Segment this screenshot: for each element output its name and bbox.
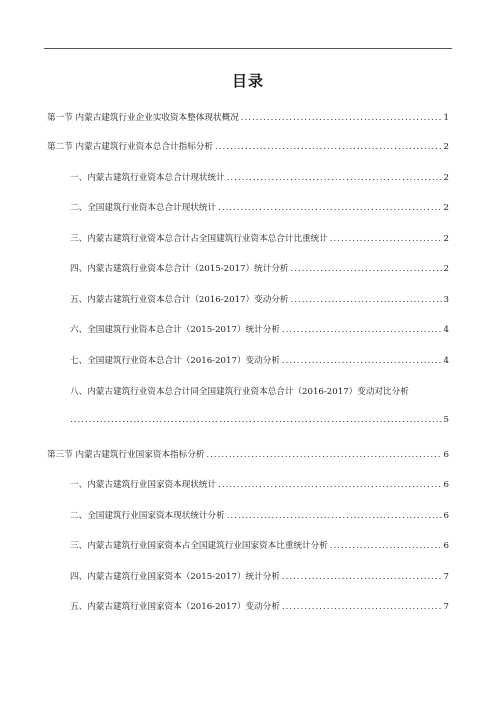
toc-entry-page: 7: [443, 572, 449, 582]
toc-entry[interactable]: [70, 202, 449, 214]
dot-leader: [70, 414, 442, 426]
toc-entry-page: 7: [443, 602, 449, 612]
toc-entry-label: 二、全国建筑行业国家资本现状统计分析: [70, 511, 225, 521]
toc-entry[interactable]: [70, 233, 449, 245]
toc-entry-page: 2: [443, 142, 449, 152]
toc-entry-label: 四、内蒙古建筑行业资本总合计（2015-2017）统计分析: [70, 264, 289, 274]
toc-entry[interactable]: [70, 540, 449, 552]
dot-leader: [282, 355, 442, 367]
toc-entry-label: 七、全国建筑行业资本总合计（2016-2017）变动分析: [70, 356, 280, 366]
dot-leader: [227, 172, 442, 184]
toc-entry-page: 2: [443, 264, 449, 274]
toc-entry-page: 3: [443, 295, 449, 305]
toc-entry[interactable]: [47, 141, 449, 153]
toc-entry-label: 三、内蒙古建筑行业国家资本占全国建筑行业国家资本比重统计分析: [70, 541, 328, 551]
toc-entry-page: 1: [443, 113, 449, 123]
dot-leader: [282, 601, 442, 613]
toc-entry[interactable]: [70, 294, 449, 306]
toc-entry-label: 六、全国建筑行业资本总合计（2015-2017）统计分析: [70, 325, 280, 335]
toc-entry-label: 第三节 内蒙古建筑行业国家资本指标分析: [47, 450, 205, 460]
toc-entry[interactable]: [70, 355, 449, 367]
toc-entry-page: 6: [443, 480, 449, 490]
toc-entry[interactable]: [70, 510, 449, 522]
toc-entry-label: 一、内蒙古建筑行业资本总合计现状统计: [70, 173, 225, 183]
dot-leader: [218, 479, 441, 491]
page-title: 目录: [231, 72, 264, 90]
dot-leader: [227, 510, 442, 522]
toc-entry[interactable]: [47, 112, 449, 124]
dot-leader: [215, 141, 442, 153]
toc-entry-page: 5: [443, 415, 449, 425]
toc-entry-label: 四、内蒙古建筑行业国家资本（2015-2017）统计分析: [70, 572, 280, 582]
dot-leader: [282, 571, 442, 583]
dot-leader: [291, 263, 442, 275]
dot-leader: [206, 449, 441, 461]
toc-entry-page: 4: [443, 325, 449, 335]
toc-entry[interactable]: [70, 571, 449, 583]
toc-entry-page: 6: [443, 450, 449, 460]
dot-leader: [282, 324, 442, 336]
toc-entry[interactable]: [47, 449, 449, 461]
toc-entry[interactable]: [70, 263, 449, 275]
toc-entry-label: 第一节 内蒙古建筑行业企业实收资本整体现状概况: [47, 113, 239, 123]
toc-entry[interactable]: [70, 479, 449, 491]
header-rule: [44, 48, 452, 49]
toc-entry[interactable]: [70, 172, 449, 184]
toc-entry-page: 6: [443, 511, 449, 521]
toc-entry-label: 第二节 内蒙古建筑行业资本总合计指标分析: [47, 142, 214, 152]
dot-leader: [218, 202, 441, 214]
toc-entry[interactable]: [70, 324, 449, 336]
toc-entry-page: 2: [443, 173, 449, 183]
dot-leader: [330, 233, 442, 245]
dot-leader: [241, 112, 442, 124]
toc-entry-label: 二、全国建筑行业资本总合计现状统计: [70, 203, 217, 213]
toc-entry-label: 五、内蒙古建筑行业国家资本（2016-2017）变动分析: [70, 602, 280, 612]
toc-entry-label[interactable]: 八、内蒙古建筑行业资本总合计同全国建筑行业资本总合计（2016-2017）变动对比分析: [70, 387, 409, 397]
toc-entry-label: 一、内蒙古建筑行业国家资本现状统计: [70, 480, 217, 490]
dot-leader: [330, 540, 442, 552]
toc-entry-label: 三、内蒙古建筑行业资本总合计占全国建筑行业资本总合计比重统计: [70, 234, 328, 244]
toc-entry-page: 2: [443, 234, 449, 244]
toc-entry-label: 五、内蒙古建筑行业资本总合计（2016-2017）变动分析: [70, 295, 289, 305]
toc-entry-continuation[interactable]: [70, 414, 449, 426]
toc-entry-page: 2: [443, 203, 449, 213]
toc-entry[interactable]: [70, 601, 449, 613]
toc-entry-page: 6: [443, 541, 449, 551]
toc-entry-page: 4: [443, 356, 449, 366]
dot-leader: [291, 294, 442, 306]
